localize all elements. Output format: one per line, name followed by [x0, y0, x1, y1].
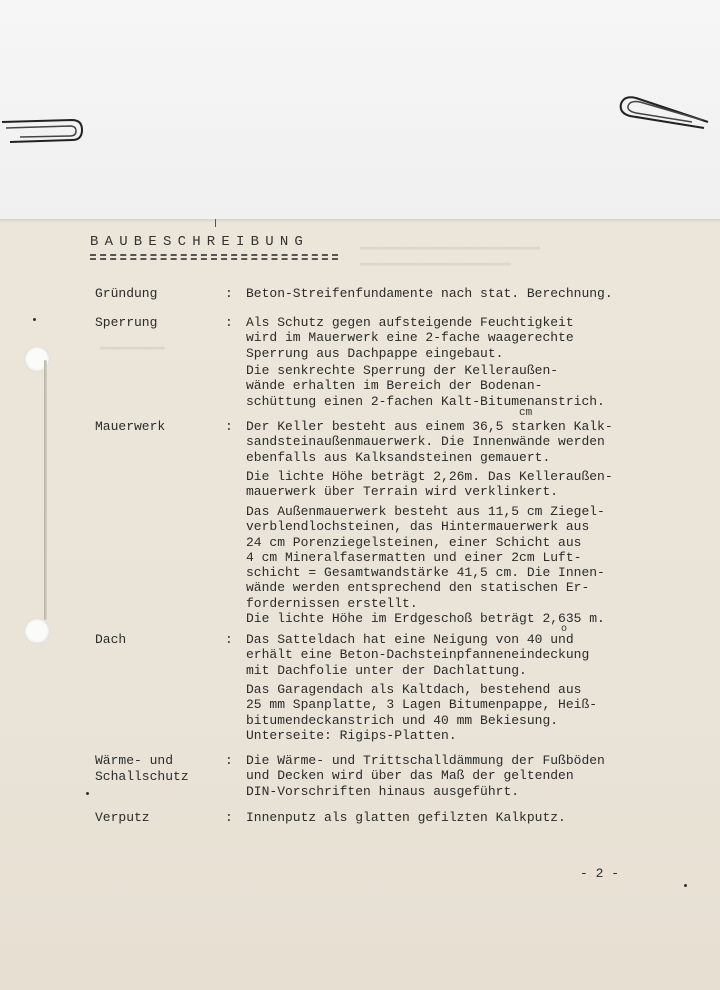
colon: :: [225, 419, 233, 434]
bleed-through: ▬▬▬▬▬▬▬▬▬▬▬▬▬▬▬▬▬▬▬▬▬: [360, 256, 512, 270]
paragraph: Der Keller besteht aus einem 36,5 starken Kalk- sandsteinaußenmauerwerk. Die Innenwände werden ebenfalls aus Kalksandsteinen gemauert.: [246, 419, 613, 465]
colon: :: [225, 632, 233, 647]
bleed-through: ▬▬▬▬▬▬▬▬▬: [100, 340, 165, 354]
paragraph: Die Wärme- und Trittschalldämmung der Fußböden und Decken wird über das Maß der geltenden DIN-Vorschriften hinaus ausgeführt.: [246, 753, 605, 799]
colon: :: [225, 315, 233, 330]
punch-hole-bottom: [24, 618, 50, 644]
term-gruendung: Gründung: [95, 286, 158, 301]
paragraph: Das Außenmauerwerk besteht aus 11,5 cm Ziegel- verblendlochsteinen, das Hintermauerwerk aus 24 cm Porenziegelsteinen, einer Schicht aus 4 cm Mineralfasermatten und einer 2cm Luft- schicht = Gesamtwandstärke 41,5 cm. Die Innen- wände werden entsprechend den statischen Er- fordernissen erstellt. Die lichte Höhe im Erdgeschoß beträgt 2,635 m.: [246, 504, 605, 627]
ink-speck: [86, 792, 89, 795]
colon: :: [225, 753, 233, 768]
term-mauerwerk: Mauerwerk: [95, 419, 166, 434]
term-waerme-schallschutz: Wärme- und Schallschutz: [95, 753, 189, 784]
colon: :: [225, 286, 233, 301]
ink-speck: [684, 884, 687, 887]
tick-mark: [215, 219, 216, 227]
title-underline: [90, 254, 338, 260]
handwritten-cm-note: cm: [519, 407, 533, 419]
paragraph: Innenputz als glatten gefilzten Kalkputz.: [246, 810, 566, 825]
colon: :: [225, 810, 233, 825]
term-verputz: Verputz: [95, 810, 150, 825]
paper-clip-left: [0, 112, 90, 152]
ink-speck: [33, 318, 36, 321]
page-number: - 2 -: [580, 866, 620, 881]
paragraph: Das Satteldach hat eine Neigung von 40 und erhält eine Beton-Dachsteinpfanneneindeckung mit Dachfolie unter der Dachlattung.: [246, 632, 590, 678]
term-dach: Dach: [95, 632, 127, 647]
paragraph: Die lichte Höhe beträgt 2,26m. Das Kelleraußen- mauerwerk über Terrain wird verklinkert.: [246, 469, 613, 500]
page-title: BAUBESCHREIBUNG: [90, 234, 310, 250]
degree-mark: o: [561, 624, 568, 635]
bleed-through: ▬▬▬▬▬▬▬▬▬▬▬▬▬▬▬▬▬▬▬▬▬▬▬▬▬: [360, 240, 541, 254]
paper-clip-right: [612, 92, 712, 132]
term-sperrung: Sperrung: [95, 315, 158, 330]
paragraph: Das Garagendach als Kaltdach, bestehend aus 25 mm Spanplatte, 3 Lagen Bitumenpappe, Heiß- bitumendeckanstrich und 40 mm Bekiesung. Unterseite: Rigips-Platten.: [246, 682, 598, 743]
paragraph: Beton-Streifenfundamente nach stat. Berechnung.: [246, 286, 613, 301]
binding-mark: [44, 360, 47, 620]
paragraph: Als Schutz gegen aufsteigende Feuchtigkeit wird im Mauerwerk eine 2-fache waagerechte Sperrung aus Dachpappe eingebaut.: [246, 315, 574, 361]
paragraph: Die senkrechte Sperrung der Kelleraußen- wände erhalten im Bereich der Bodenan- schüttung einen 2-fachen Kalt-Bitumenanstrich.: [246, 363, 605, 409]
